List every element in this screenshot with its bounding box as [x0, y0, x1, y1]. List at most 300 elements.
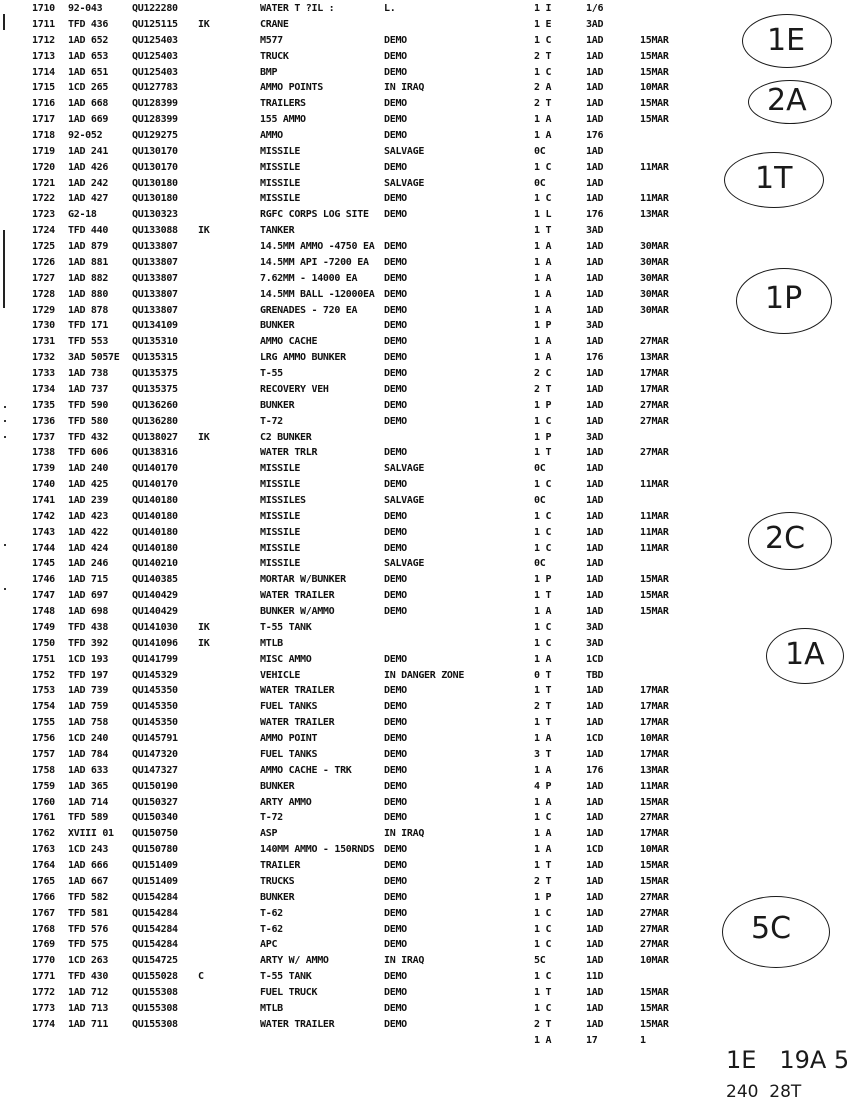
date: 15MAR — [640, 590, 669, 602]
category-code: 1 A — [534, 764, 552, 776]
category-code: 1 A — [534, 288, 552, 300]
date: 15MAR — [640, 98, 669, 110]
description: MISC AMMO — [260, 653, 312, 665]
date: 17MAR — [640, 748, 669, 760]
category-code: 0C — [534, 177, 546, 189]
grid-ref: QU138316 — [132, 447, 178, 459]
description: C2 BUNKER — [260, 431, 312, 443]
unit-id: TFD 438 — [68, 621, 109, 633]
table-row — [0, 827, 850, 840]
organization: 1AD — [586, 336, 604, 348]
row-number: 1752 — [32, 669, 55, 681]
table-row — [0, 954, 850, 967]
date: 27MAR — [640, 447, 669, 459]
row-number: 1772 — [32, 986, 55, 998]
organization: 1AD — [586, 939, 604, 951]
action-status: DEMO — [384, 272, 407, 284]
organization: 1AD — [586, 495, 604, 506]
date: 15MAR — [640, 1002, 669, 1014]
row-number: 1722 — [32, 193, 55, 205]
unit-id: 1AD 427 — [68, 193, 109, 205]
category-code: 1 A — [534, 733, 552, 744]
grid-ref: QU147320 — [132, 748, 178, 760]
category-code: 1 C — [534, 161, 552, 173]
grid-ref: QU150780 — [132, 844, 178, 856]
row-number: 1746 — [32, 574, 55, 586]
category-code: 1 C — [534, 939, 552, 951]
organization: 1AD — [586, 463, 604, 475]
table-row — [0, 764, 850, 777]
description: MISSILE — [260, 510, 301, 522]
table-row — [0, 605, 850, 618]
category-code: 5C — [534, 955, 546, 967]
category-code: 1 A — [534, 272, 552, 284]
table-row — [0, 891, 850, 904]
description: T-55 TANK — [260, 971, 312, 983]
unit-id: 1AD 365 — [68, 780, 109, 792]
category-code: 1 A — [534, 606, 552, 618]
table-row — [0, 684, 850, 697]
description: AMMO CACHE — [260, 336, 318, 348]
action-status: DEMO — [384, 860, 407, 871]
row-number: 1760 — [32, 796, 55, 808]
category-code: 1 A — [534, 352, 552, 364]
category-code: 2 C — [534, 368, 552, 379]
organization: 17 — [586, 1034, 598, 1046]
category-code: 0C — [534, 145, 546, 157]
country-code: IK — [198, 431, 210, 443]
table-row — [0, 399, 850, 412]
country-code: IK — [198, 225, 210, 237]
table-row — [0, 446, 850, 459]
unit-id: TFD 590 — [68, 399, 109, 411]
action-status: DEMO — [384, 50, 407, 62]
action-status: DEMO — [384, 844, 407, 856]
category-code: 1 C — [534, 479, 552, 491]
row-number: 1758 — [32, 764, 55, 776]
date: 11MAR — [640, 193, 669, 205]
category-code: 1 L — [534, 209, 552, 221]
category-code: 1 T — [534, 986, 552, 998]
date: 11MAR — [640, 526, 669, 538]
organization: 1AD — [586, 256, 604, 268]
action-status: DEMO — [384, 352, 407, 364]
unit-id: G2-18 — [68, 209, 97, 221]
description: 14.5MM AMMO -4750 EA — [260, 241, 375, 252]
category-code: 1 P — [534, 891, 552, 903]
organization: 3AD — [586, 225, 604, 237]
description: WATER T ?IL : — [260, 3, 335, 14]
organization: 1/6 — [586, 3, 604, 14]
row-number: 1734 — [32, 383, 55, 395]
date: 11MAR — [640, 542, 669, 554]
row-number: 1733 — [32, 368, 55, 379]
table-row — [0, 986, 850, 999]
description: T-55 — [260, 368, 283, 379]
row-number: 1769 — [32, 939, 55, 951]
annotation-text: 5C — [751, 911, 792, 946]
date: 15MAR — [640, 875, 669, 887]
description: LRG AMMO BUNKER — [260, 352, 346, 364]
category-code: 1 C — [534, 510, 552, 522]
unit-id: 1CD 263 — [68, 955, 109, 967]
organization: 1AD — [586, 796, 604, 808]
grid-ref: QU154725 — [132, 955, 178, 967]
unit-id: 1AD 784 — [68, 748, 109, 760]
category-code: 0C — [534, 558, 546, 570]
row-number: 1754 — [32, 701, 55, 713]
category-code: 1 P — [534, 431, 552, 443]
grid-ref: QU130170 — [132, 161, 178, 173]
description: AMMO POINTS — [260, 82, 323, 94]
unit-id: XVIII 01 — [68, 828, 114, 840]
action-status: DEMO — [384, 336, 407, 348]
row-number: 1763 — [32, 844, 55, 856]
action-status: SALVAGE — [384, 177, 425, 189]
grid-ref: QU135315 — [132, 352, 178, 364]
action-status: IN IRAQ — [384, 955, 425, 967]
category-code: 2 T — [534, 50, 552, 62]
unit-id: 1AD 242 — [68, 177, 109, 189]
action-status: DEMO — [384, 812, 407, 824]
action-status: DEMO — [384, 780, 407, 792]
annotation-text: 1E — [767, 23, 806, 58]
grid-ref: QU125403 — [132, 50, 178, 62]
grid-ref: QU130170 — [132, 145, 178, 157]
unit-id: 1AD 879 — [68, 241, 109, 252]
category-code: 1 T — [534, 685, 552, 697]
organization: 1CD — [586, 653, 604, 665]
grid-ref: QU147327 — [132, 764, 178, 776]
table-row — [0, 843, 850, 856]
description: MISSILE — [260, 177, 301, 189]
grid-ref: QU136280 — [132, 415, 178, 427]
organization: 3AD — [586, 431, 604, 443]
action-status: DEMO — [384, 971, 407, 983]
table-row — [0, 462, 850, 475]
unit-id: 1CD 193 — [68, 653, 109, 665]
action-status: DEMO — [384, 653, 407, 665]
grid-ref: QU135375 — [132, 383, 178, 395]
date: 17MAR — [640, 717, 669, 729]
table-row — [0, 129, 850, 142]
table-row — [0, 81, 850, 94]
grid-ref: QU155308 — [132, 986, 178, 998]
grid-ref: QU135310 — [132, 336, 178, 348]
date: 17MAR — [640, 383, 669, 395]
grid-ref: QU128399 — [132, 98, 178, 110]
table-row — [0, 431, 850, 444]
description: WATER TRLR — [260, 447, 318, 459]
row-number: 1748 — [32, 606, 55, 618]
row-number: 1744 — [32, 542, 55, 554]
table-row — [0, 796, 850, 809]
organization: 1AD — [586, 526, 604, 538]
circled-annotation — [724, 152, 824, 208]
organization: 1AD — [586, 875, 604, 887]
table-row — [0, 573, 850, 586]
organization: 1AD — [586, 114, 604, 126]
category-code: 1 C — [534, 971, 552, 983]
date: 27MAR — [640, 399, 669, 411]
description: AMMO — [260, 130, 283, 141]
row-number: 1737 — [32, 431, 55, 443]
unit-id: 1AD 711 — [68, 1018, 109, 1030]
row-number: 1732 — [32, 352, 55, 364]
description: TRUCK — [260, 50, 289, 62]
description: WATER TRAILER — [260, 1018, 335, 1030]
action-status: DEMO — [384, 939, 407, 951]
date: 30MAR — [640, 272, 669, 284]
organization: TBD — [586, 669, 604, 681]
unit-id: TFD 580 — [68, 415, 109, 427]
table-row — [0, 780, 850, 793]
table-row — [0, 208, 850, 221]
grid-ref: QU125403 — [132, 66, 178, 78]
table-row — [0, 811, 850, 824]
unit-id: 1AD 881 — [68, 256, 109, 268]
row-number: 1725 — [32, 241, 55, 252]
unit-id: 1AD 246 — [68, 558, 109, 570]
unit-id: 1AD 633 — [68, 764, 109, 776]
grid-ref: QU150327 — [132, 796, 178, 808]
table-row — [0, 50, 850, 63]
action-status: SALVAGE — [384, 495, 425, 506]
description: MISSILE — [260, 558, 301, 570]
category-code: 1 P — [534, 574, 552, 586]
unit-id: 1CD 243 — [68, 844, 109, 856]
organization: 1CD — [586, 733, 604, 744]
organization: 1AD — [586, 1018, 604, 1030]
grid-ref: QU141096 — [132, 637, 178, 649]
date: 17MAR — [640, 685, 669, 697]
grid-ref: QU145350 — [132, 685, 178, 697]
grid-ref: QU130180 — [132, 193, 178, 205]
grid-ref: QU150340 — [132, 812, 178, 824]
unit-id: 1AD 426 — [68, 161, 109, 173]
action-status: IN IRAQ — [384, 82, 425, 94]
table-row — [0, 256, 850, 269]
description: CRANE — [260, 18, 289, 30]
description: TRAILER — [260, 860, 301, 871]
description: T-62 — [260, 923, 283, 935]
grid-ref: QU140210 — [132, 558, 178, 570]
grid-ref: QU127783 — [132, 82, 178, 94]
action-status: DEMO — [384, 34, 407, 46]
grid-ref: QU150750 — [132, 828, 178, 840]
category-code: 1 A — [534, 241, 552, 252]
action-status: DEMO — [384, 415, 407, 427]
unit-id: TFD 171 — [68, 320, 109, 332]
organization: 1AD — [586, 812, 604, 824]
date: 17MAR — [640, 828, 669, 840]
row-number: 1718 — [32, 130, 55, 141]
category-code: 1 C — [534, 621, 552, 633]
table-row — [0, 542, 850, 555]
table-row — [0, 319, 850, 332]
grid-ref: QU140180 — [132, 526, 178, 538]
country-code: IK — [198, 621, 210, 633]
unit-id: 1AD 882 — [68, 272, 109, 284]
grid-ref: QU128399 — [132, 114, 178, 126]
category-code: 1 A — [534, 336, 552, 348]
action-status: DEMO — [384, 542, 407, 554]
circled-annotation — [742, 14, 832, 68]
table-row — [0, 875, 850, 888]
row-number: 1717 — [32, 114, 55, 126]
category-code: 1 A — [534, 653, 552, 665]
organization: 1AD — [586, 590, 604, 602]
unit-id: 1AD 422 — [68, 526, 109, 538]
grid-ref: QU154284 — [132, 907, 178, 919]
unit-id: TFD 589 — [68, 812, 109, 824]
category-code: 1 C — [534, 1002, 552, 1014]
unit-id: 1AD 669 — [68, 114, 109, 126]
action-status: DEMO — [384, 241, 407, 252]
unit-id: TFD 606 — [68, 447, 109, 459]
table-row — [0, 526, 850, 539]
grid-ref: QU130180 — [132, 177, 178, 189]
grid-ref: QU154284 — [132, 923, 178, 935]
row-number: 1739 — [32, 463, 55, 475]
description: RGFC CORPS LOG SITE — [260, 209, 369, 221]
date: 15MAR — [640, 34, 669, 46]
table-row — [0, 351, 850, 364]
action-status: DEMO — [384, 209, 407, 221]
description: MISSILE — [260, 542, 301, 554]
unit-id: 1AD 241 — [68, 145, 109, 157]
table-row — [0, 1002, 850, 1015]
action-status: DEMO — [384, 130, 407, 141]
date: 30MAR — [640, 288, 669, 300]
action-status: SALVAGE — [384, 145, 425, 157]
action-status: DEMO — [384, 383, 407, 395]
action-status: DEMO — [384, 764, 407, 776]
action-status: DEMO — [384, 574, 407, 586]
grid-ref: QU140180 — [132, 495, 178, 506]
description: MISSILES — [260, 495, 306, 506]
organization: 1AD — [586, 50, 604, 62]
unit-id: TFD 576 — [68, 923, 109, 935]
grid-ref: QU133807 — [132, 272, 178, 284]
organization: 1AD — [586, 304, 604, 316]
description: T-72 — [260, 812, 283, 824]
description: MORTAR W/BUNKER — [260, 574, 346, 586]
row-number: 1711 — [32, 18, 55, 30]
row-number: 1773 — [32, 1002, 55, 1014]
organization: 1AD — [586, 193, 604, 205]
row-number: 1770 — [32, 955, 55, 967]
grid-ref: QU133807 — [132, 304, 178, 316]
row-number: 1731 — [32, 336, 55, 348]
grid-ref: QU133088 — [132, 225, 178, 237]
circled-annotation — [736, 268, 832, 334]
grid-ref: QU155308 — [132, 1002, 178, 1014]
category-code: 2 T — [534, 98, 552, 110]
row-number: 1736 — [32, 415, 55, 427]
grid-ref: QU125115 — [132, 18, 178, 30]
country-code: IK — [198, 18, 210, 30]
row-number: 1762 — [32, 828, 55, 840]
unit-id: 92-052 — [68, 130, 103, 141]
action-status: DEMO — [384, 479, 407, 491]
action-status: DEMO — [384, 907, 407, 919]
table-row — [0, 113, 850, 126]
unit-id: TFD 197 — [68, 669, 109, 681]
date: 30MAR — [640, 241, 669, 252]
grid-ref: QU140385 — [132, 574, 178, 586]
category-code: 1 A — [534, 1034, 552, 1046]
grid-ref: QU134109 — [132, 320, 178, 332]
table-row — [0, 859, 850, 872]
organization: 176 — [586, 209, 604, 221]
description: FUEL TANKS — [260, 701, 318, 713]
description: BUNKER — [260, 780, 295, 792]
action-status: DEMO — [384, 796, 407, 808]
row-number: 1771 — [32, 971, 55, 983]
category-code: 1 E — [534, 18, 552, 30]
table-row — [0, 224, 850, 237]
table-row — [0, 383, 850, 396]
description: MISSILE — [260, 193, 301, 205]
category-code: 1 A — [534, 844, 552, 856]
organization: 1AD — [586, 955, 604, 967]
organization: 1AD — [586, 1002, 604, 1014]
organization: 1AD — [586, 82, 604, 94]
action-status: DEMO — [384, 526, 407, 538]
organization: 1AD — [586, 923, 604, 935]
action-status: DEMO — [384, 606, 407, 618]
action-status: DEMO — [384, 256, 407, 268]
unit-id: 1AD 240 — [68, 463, 109, 475]
date: 15MAR — [640, 50, 669, 62]
organization: 1AD — [586, 717, 604, 729]
table-row — [0, 557, 850, 570]
row-number: 1723 — [32, 209, 55, 221]
grid-ref: QU151409 — [132, 860, 178, 871]
organization: 1AD — [586, 891, 604, 903]
date: 11MAR — [640, 510, 669, 522]
action-status: DEMO — [384, 891, 407, 903]
action-status: DEMO — [384, 733, 407, 744]
grid-ref: QU145329 — [132, 669, 178, 681]
organization: 3AD — [586, 18, 604, 30]
category-code: 1 A — [534, 114, 552, 126]
date: 30MAR — [640, 304, 669, 316]
organization: 1AD — [586, 288, 604, 300]
row-number: 1740 — [32, 479, 55, 491]
description: MTLB — [260, 637, 283, 649]
description: MISSILE — [260, 526, 301, 538]
row-number: 1720 — [32, 161, 55, 173]
unit-id: TFD 440 — [68, 225, 109, 237]
action-status: SALVAGE — [384, 463, 425, 475]
table-row — [0, 288, 850, 301]
organization: 1AD — [586, 510, 604, 522]
category-code: 1 C — [534, 193, 552, 205]
grid-ref: QU140170 — [132, 479, 178, 491]
date: 30MAR — [640, 256, 669, 268]
row-number: 1765 — [32, 875, 55, 887]
organization: 1AD — [586, 161, 604, 173]
description: T-62 — [260, 907, 283, 919]
table-row — [0, 34, 850, 47]
action-status: DEMO — [384, 986, 407, 998]
category-code: 1 C — [534, 907, 552, 919]
row-number: 1751 — [32, 653, 55, 665]
table-row — [0, 1034, 850, 1047]
unit-id: 1AD 653 — [68, 50, 109, 62]
